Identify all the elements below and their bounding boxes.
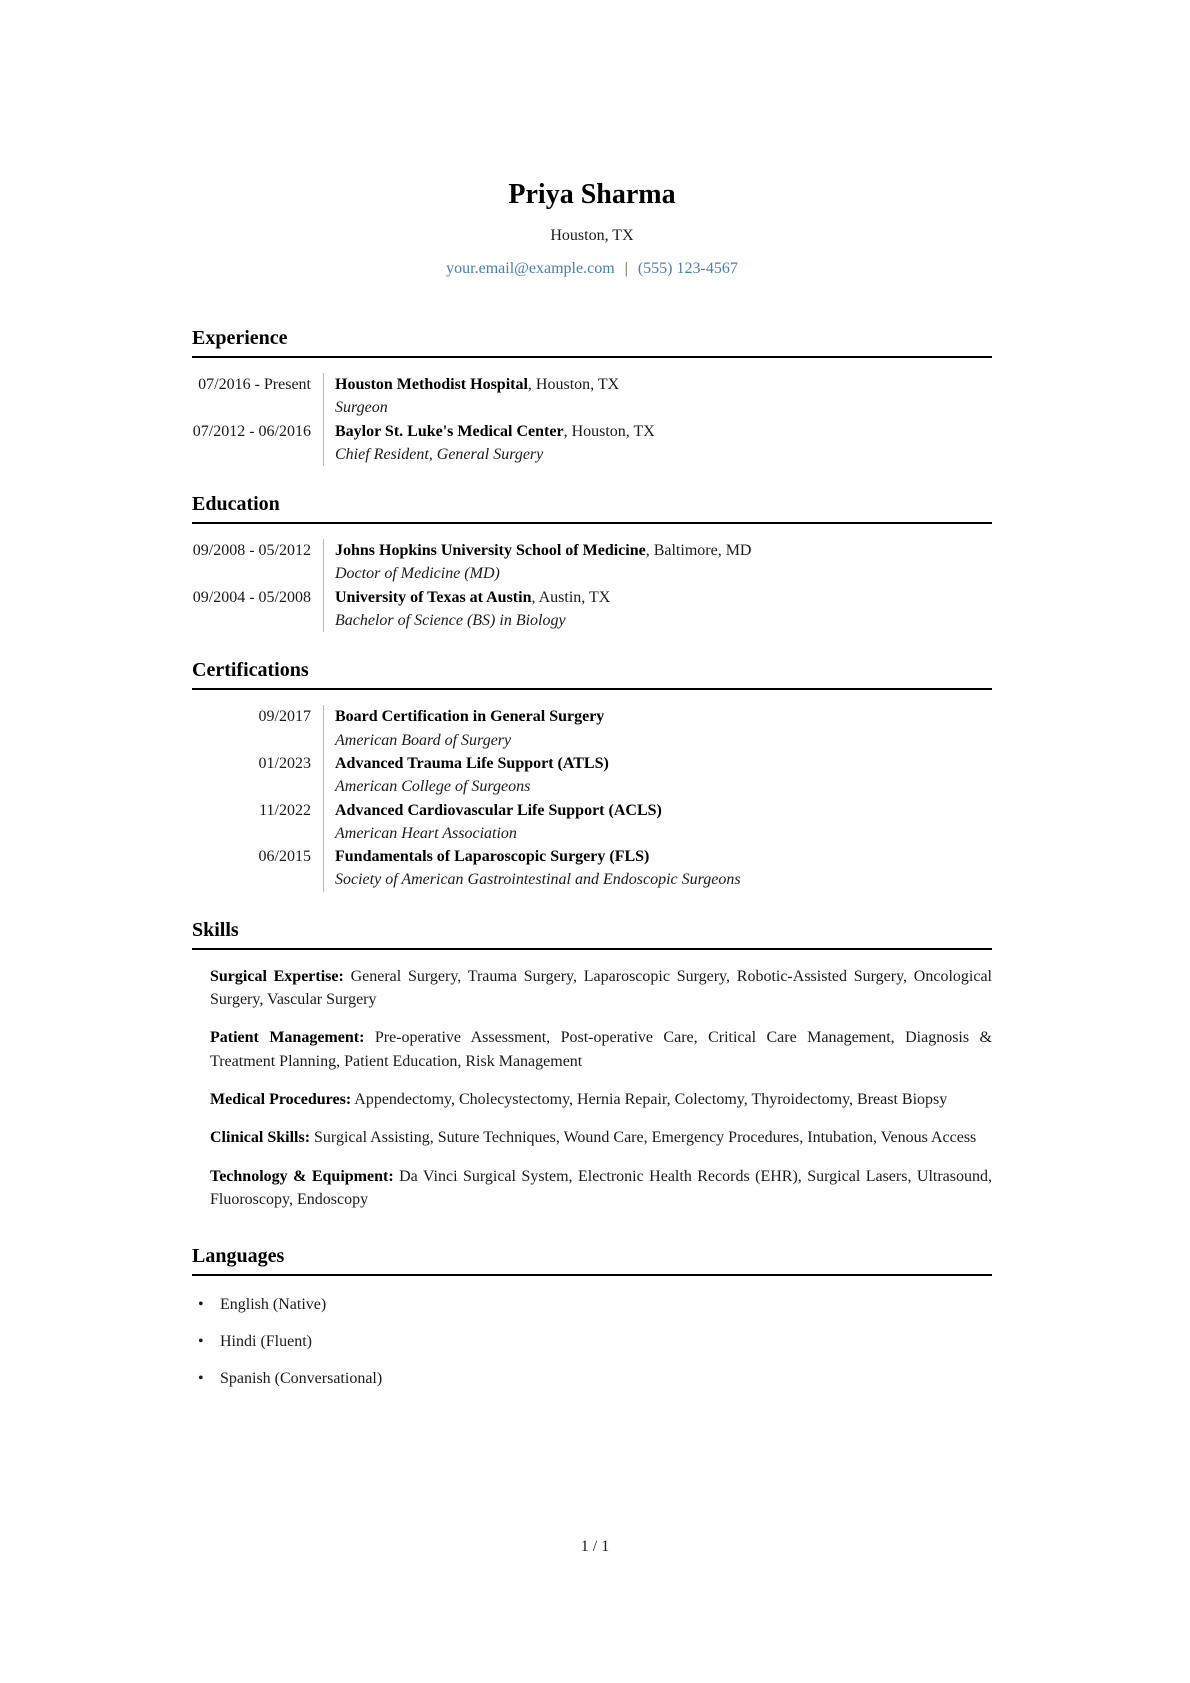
entry-dates: 11/2022 [259,801,311,819]
person-location: Houston, TX [550,227,634,244]
resume-page [192,0,992,1405]
contact-separator: | [624,260,628,277]
skill-text: General Surgery, Trauma Surgery, Laparoscopic Surgery, Robotic-Assisted Surgery, Oncological Surgery, Vascular Surgery [210,967,993,1009]
person-name: Priya Sharma [508,179,676,210]
skill-label: Patient Management: [210,1029,365,1047]
entry-title-line [335,586,992,609]
entry-subtitle: American College of Surgeons [335,778,531,796]
section-title-skills: Skills [192,918,992,950]
entry-body [323,539,992,586]
entry-location: , Houston, TX [563,422,655,440]
skill-label: Medical Procedures: [210,1090,352,1108]
entry-subtitle: American Heart Association [335,824,517,842]
entry-title-line [335,420,992,443]
entry-dates: 09/2004 - 05/2008 [192,588,311,606]
entry-body [323,373,992,420]
entry-subtitle: Chief Resident, General Surgery [335,445,544,463]
entry-subtitle: Society of American Gastrointestinal and Endoscopic Surgeons [335,871,741,889]
skill-group [210,1026,992,1073]
skill-group [210,1088,992,1111]
education-entry [192,539,992,586]
skill-group [210,1165,992,1212]
entry-title: Board Certification in General Surgery [335,708,605,726]
experience-entry [192,420,992,467]
section-certifications [192,658,992,891]
entry-location: , Austin, TX [531,588,611,606]
contact-line [192,258,992,280]
entry-subtitle: Doctor of Medicine (MD) [335,565,500,583]
entry-title: Baylor St. Luke's Medical Center [335,422,564,440]
phone-link[interactable]: (555) 123-4567 [637,260,738,277]
entry-subtitle: American Board of Surgery [335,731,512,749]
entry-body [323,705,992,752]
entry-title: Advanced Cardiovascular Life Support (ACLS) [335,801,662,819]
language-item: • Hindi (Fluent) [198,1331,992,1353]
language-item: • English (Native) [198,1294,992,1316]
entry-body [323,420,992,467]
certification-entry [192,845,992,892]
skill-group [210,965,992,1012]
entry-dates: 07/2012 - 06/2016 [192,422,311,440]
section-languages [192,1244,992,1390]
entry-dates: 09/2017 [258,708,311,726]
certification-entry [192,799,992,846]
entry-title: University of Texas at Austin [335,588,532,606]
language-item: • Spanish (Conversational) [198,1368,992,1390]
entry-subtitle: Surgeon [335,399,388,417]
entry-title-line [335,539,992,562]
skill-label: Clinical Skills: [210,1129,311,1147]
entry-dates: 07/2016 - Present [198,376,311,393]
resume-header [192,178,992,280]
experience-entry [192,373,992,420]
entry-body [323,845,992,892]
entry-title-line [335,373,992,396]
entry-title: Fundamentals of Laparoscopic Surgery (FLS) [335,848,650,866]
skill-group [210,1126,992,1149]
entry-subtitle: Bachelor of Science (BS) in Biology [335,612,566,630]
skill-label: Technology & Equipment: [210,1167,394,1185]
entry-body [323,586,992,633]
entry-location: , Houston, TX [527,376,620,393]
skill-text: Pre-operative Assessment, Post-operative Care, Critical Care Management, Diagnosis & Treatment Planning, Patient Education, Risk Management [210,1029,992,1070]
entry-title: Advanced Trauma Life Support (ATLS) [335,754,609,772]
education-entry [192,586,992,633]
section-title-certifications: Certifications [192,658,992,690]
section-skills [192,918,992,1211]
entry-title: Johns Hopkins University School of Medicine [335,542,646,560]
entry-dates: 01/2023 [258,754,311,772]
skill-text: Appendectomy, Cholecystectomy, Hernia Repair, Colectomy, Thyroidectomy, Breast Biopsy [351,1090,948,1108]
certification-entry [192,752,992,799]
section-experience [192,326,992,466]
language-list [192,1294,992,1390]
skill-text: Da Vinci Surgical System, Electronic Health Records (EHR), Surgical Lasers, Ultrasound, Fluoroscopy, Endoscopy [210,1167,993,1208]
entry-body [323,752,992,799]
section-title-education: Education [192,492,992,524]
entry-title: Houston Methodist Hospital [335,376,528,393]
section-title-languages: Languages [192,1244,992,1276]
section-education [192,492,992,632]
entry-location: , Baltimore, MD [645,542,752,560]
entry-body [323,799,992,846]
certification-entry [192,705,992,752]
section-title-experience: Experience [192,326,992,358]
page-number: 1 / 1 [580,1538,610,1555]
email-link[interactable]: your.email@example.com [446,260,615,277]
skill-text: Surgical Assisting, Suture Techniques, Wound Care, Emergency Procedures, Intubation, Venous Access [310,1129,977,1147]
entry-dates: 06/2015 [258,848,311,866]
skill-label: Surgical Expertise: [210,967,344,985]
entry-dates: 09/2008 - 05/2012 [192,542,311,560]
